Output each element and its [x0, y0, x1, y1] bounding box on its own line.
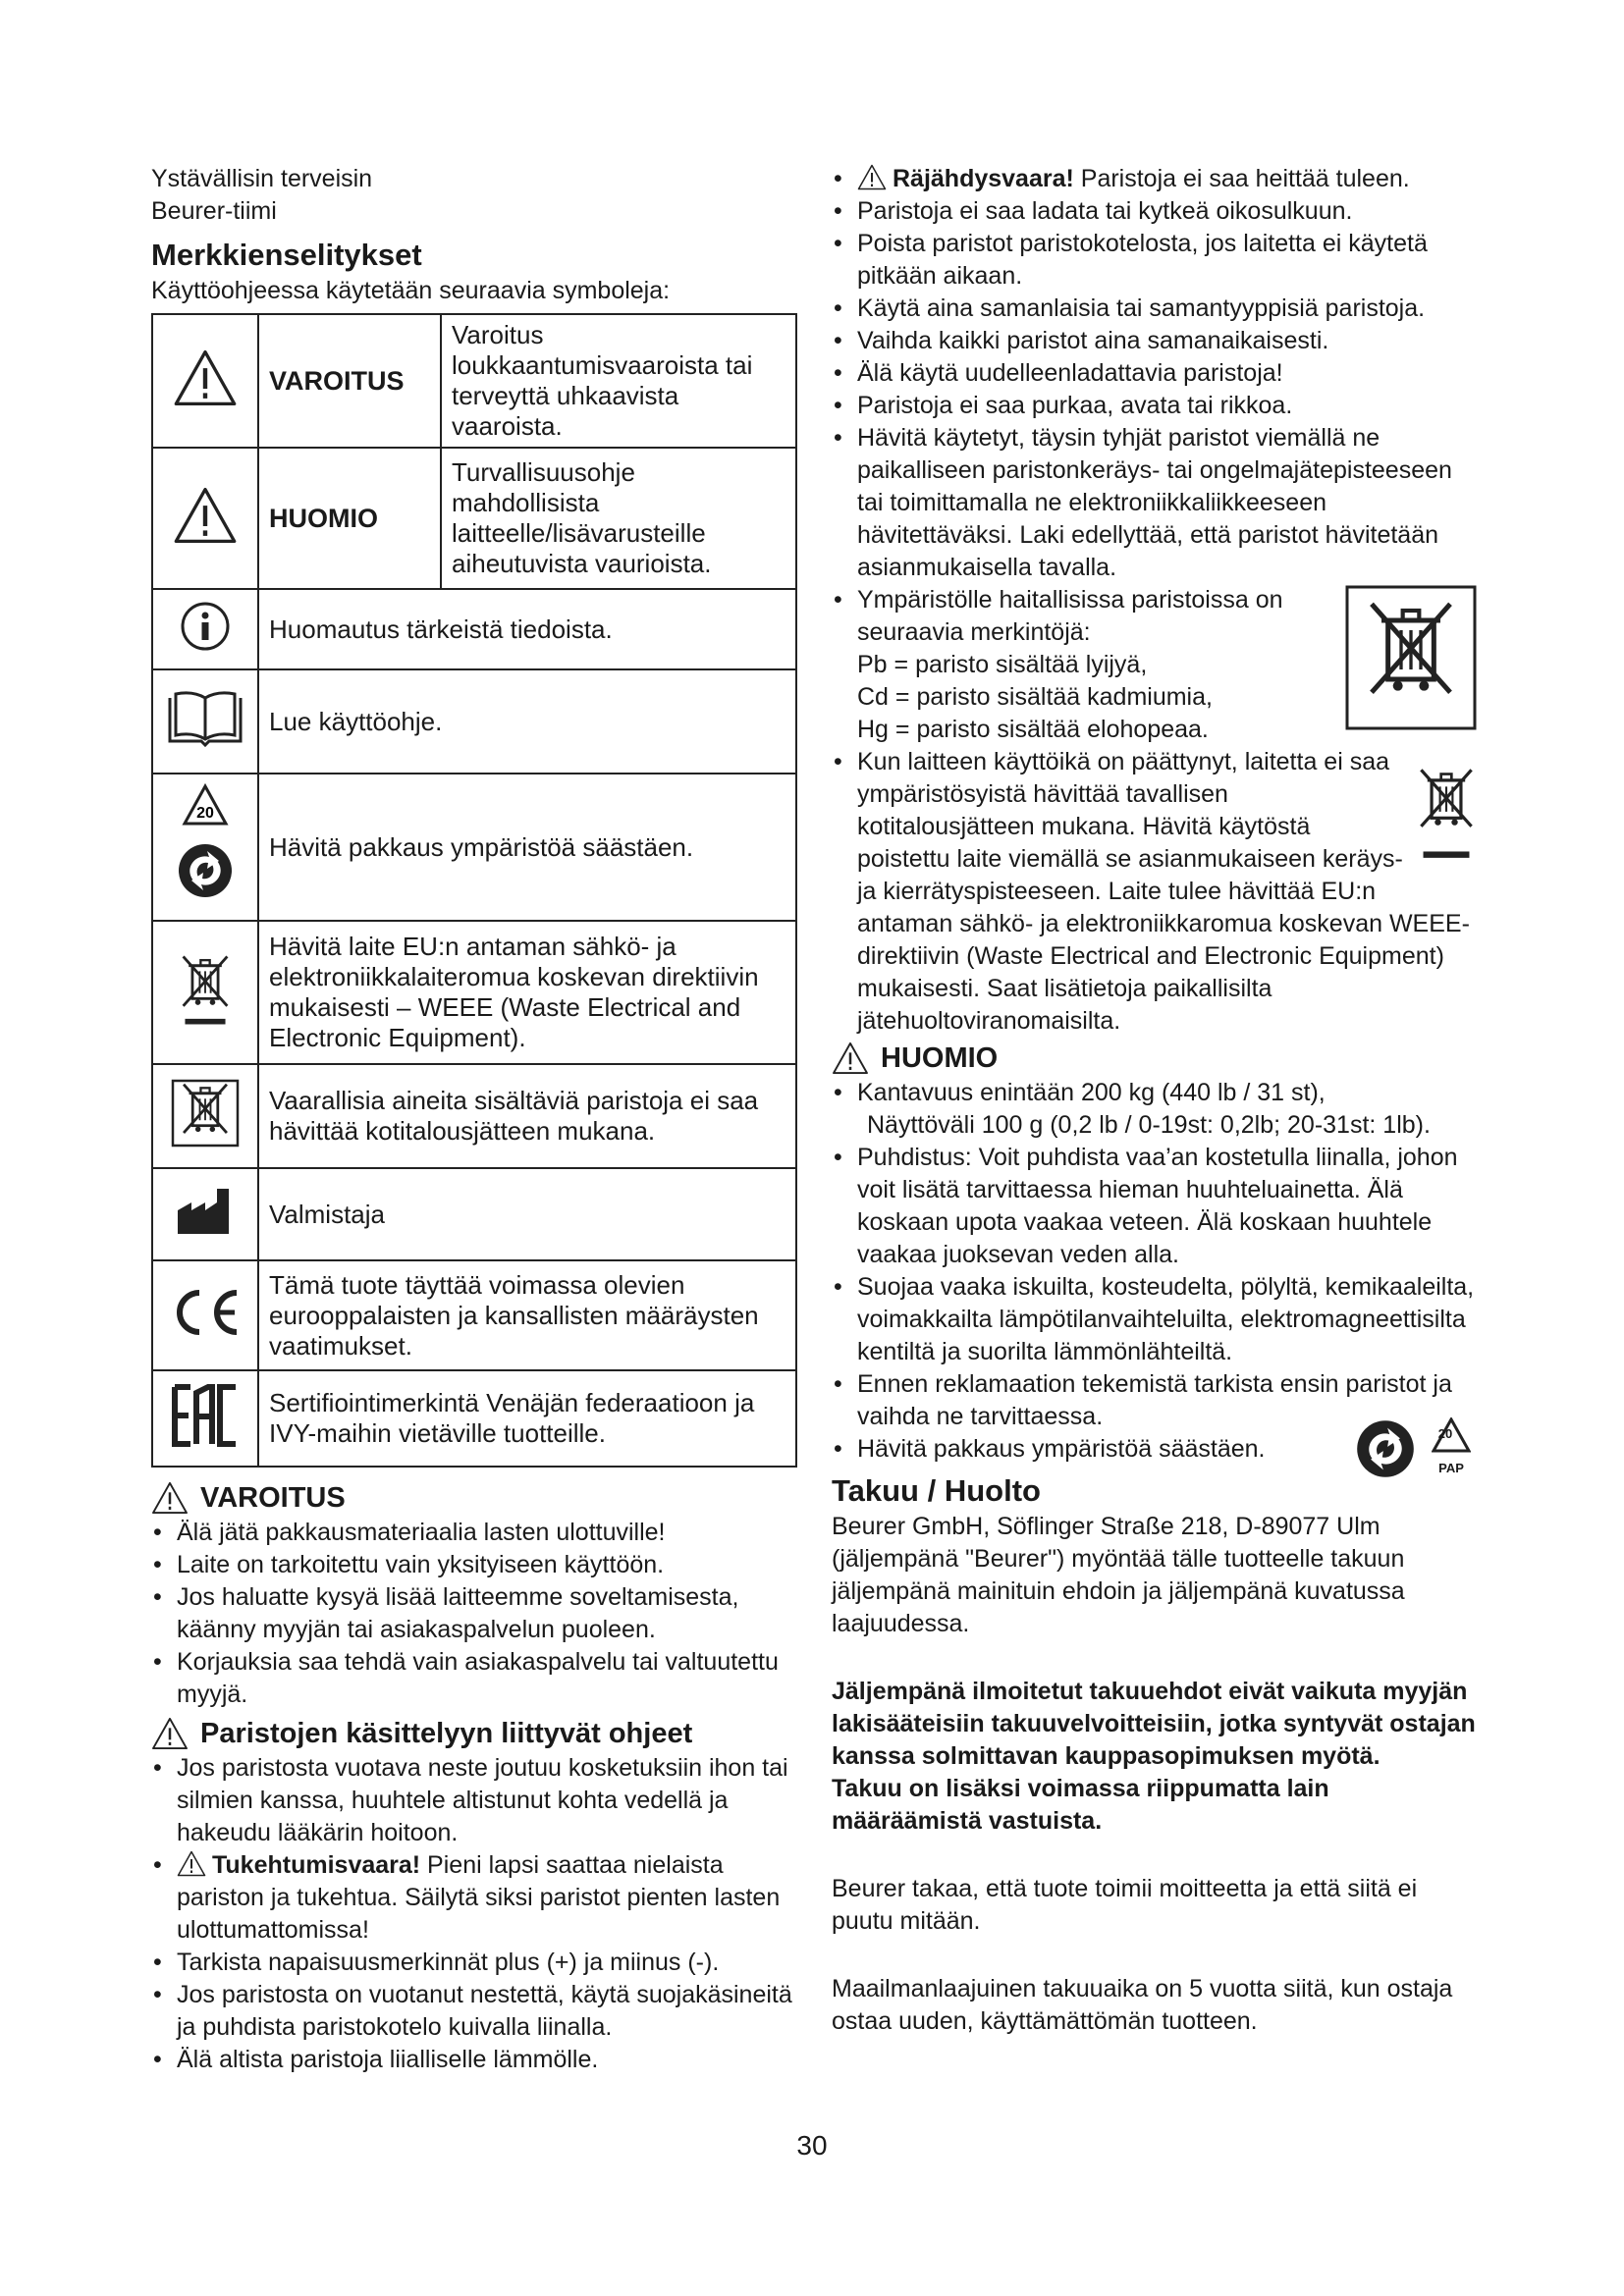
notice-list — [832, 1077, 1478, 1475]
symbol-row — [152, 669, 796, 774]
book-icon — [152, 669, 258, 774]
list-item: • Paristoja ei saa purkaa, avata tai rikkoa. — [832, 390, 1478, 422]
battery-mark-hg: Hg = paristo sisältää elohopeaa. — [857, 716, 1209, 743]
symbol-row — [152, 1168, 796, 1260]
warning-list — [151, 1517, 797, 1711]
list-item: • Käytä aina samanlaisia tai samantyyppisiä paristoja. — [832, 293, 1478, 325]
list-item: • Puhdistus: Voit puhdista vaa’an kostetulla liinalla, johon voit lisätä tarvittaessa hieman huuhteluainetta. Älä koskaan upota vaakaa veteen. Älä koskaan huuhtele vaakaa juoksevan veden alla. — [832, 1142, 1478, 1271]
battery-mark-cd: Cd = paristo sisältää kadmiumia, — [857, 683, 1213, 711]
disposal-text: Kun laitteen käyttöikä on päättynyt, laitetta ei saa ympäristösyistä hävittää tavallisen kotitalousjätteen mukana. Hävitä käytöstä poistettu laite viemällä se asianmukaiseen keräys- ja kierrätyspisteeseen. Laite tulee hävittää EU:n antaman sähkö- ja elektroniikkaromua koskevan WEEE-direktiivin (Waste Electrical and Electronic Equipment) mukaisesti. Saat lisätietoja paikallisilta jätehuoltoviranomaisilta. — [857, 748, 1470, 1035]
list-item — [832, 163, 1478, 195]
capacity-text: • Kantavuus enintään 200 kg (440 lb / 31 st), — [857, 1079, 1326, 1106]
symbol-description: Valmistaja — [258, 1168, 796, 1260]
symbol-description: Lue käyttöohje. — [258, 669, 796, 774]
battery-bin-icon — [1344, 584, 1478, 731]
warning-heading — [151, 1479, 797, 1517]
packaging-text: Hävitä pakkaus ympäristöä säästäen. — [857, 1435, 1266, 1463]
pap-label: PAP — [1438, 1461, 1464, 1475]
weee-bin-icon — [1415, 764, 1478, 862]
list-item — [832, 746, 1478, 1038]
batteries-heading-text: Paristojen käsittelyyn liittyvät ohjeet — [200, 1718, 693, 1749]
choking-hazard-text: Pieni lapsi saattaa nielaista pariston ja tukehtua. Säilytä siksi paristot pienten lasten ulottumattomissa! — [177, 1851, 781, 1944]
info-icon — [152, 589, 258, 669]
batteries-list — [151, 1752, 797, 2076]
list-item: • Jos paristosta on vuotanut nestettä, käytä suojakäsineitä ja puhdista paristokotelo kuivalla liinalla. — [151, 1979, 797, 2044]
warning-triangle-icon — [857, 164, 887, 190]
symbol-description: Varoitus loukkaantumisvaaroista tai terveyttä uhkaavista vaaroista. — [441, 314, 796, 448]
list-item: • Jos paristosta vuotava neste joutuu kosketuksiin ihon tai silmien kanssa, huuhtele altistunut kohta vedellä ja hakeudu lääkärin hoitoon. — [151, 1752, 797, 1849]
eac-mark-icon — [152, 1370, 258, 1467]
manufacturer-icon — [152, 1168, 258, 1260]
list-item: • Jos haluatte kysyä lisää laitteemme soveltamisesta, käänny myyjän tai asiakaspalvelun puoleen. — [151, 1581, 797, 1646]
warning-triangle-icon — [152, 448, 258, 589]
list-item: • Ennen reklamaation tekemistä tarkista ensin paristot ja vaihda ne tarvittaessa. — [832, 1368, 1478, 1433]
greeting-line-2: Beurer-tiimi — [151, 197, 277, 225]
warranty-heading: Takuu / Huolto — [832, 1473, 1041, 1508]
symbol-description: Hävitä laite EU:n antaman sähkö- ja elektroniikkalaiteromua koskevan direktiivin mukaisesti – WEEE (Waste Electrical and Electronic Equipment). — [258, 921, 796, 1064]
warning-triangle-icon — [151, 1481, 189, 1515]
battery-mark-pb: Pb = paristo sisältää lyijyä, — [857, 651, 1148, 678]
warranty-paragraph: Beurer takaa, että tuote toimii moitteetta ja että siitä ei puutu mitään. — [832, 1875, 1418, 1935]
page-number: 30 — [796, 2130, 828, 2161]
warning-triangle-icon — [177, 1850, 206, 1877]
pap-number: 20 — [1437, 1426, 1453, 1441]
list-item: • Hävitä käytetyt, täysin tyhjät paristot viemällä ne paikalliseen paristonkeräys- tai ongelmajätepisteeseen tai toimittamalla ne elektroniikkaliikkeeseen hävitettäväksi. Laki edellyttää, että paristot hävitetään asianmukaisella tavalla. — [832, 422, 1478, 584]
battery-marks-intro: • Ympäristölle haitallisissa paristoissa on seuraavia merkintöjä: — [857, 586, 1283, 646]
symbol-description: Tämä tuote täyttää voimassa olevien eurooppalaisten ja kansallisten määräysten vaatimukset. — [258, 1260, 796, 1370]
warning-triangle-icon — [152, 314, 258, 448]
symbol-label: HUOMIO — [258, 448, 441, 589]
notice-heading-text: HUOMIO — [881, 1042, 999, 1074]
symbol-description: Turvallisuusohje mahdollisista laitteelle/lisävarusteille aiheutuvista vaurioista. — [441, 448, 796, 589]
symbol-row — [152, 1370, 796, 1467]
symbol-row — [152, 921, 796, 1064]
list-item: • Paristoja ei saa ladata tai kytkeä oikosulkuun. — [832, 195, 1478, 228]
list-item: • Tarkista napaisuusmerkinnät plus (+) ja miinus (-). — [151, 1947, 797, 1979]
list-item: • Korjauksia saa tehdä vain asiakaspalvelu tai valtuutettu myyjä. — [151, 1646, 797, 1711]
symbol-row — [152, 448, 796, 589]
list-item — [151, 1849, 797, 1947]
list-item: • Älä altista paristoja liialliselle lämmölle. — [151, 2044, 797, 2076]
symbol-row — [152, 1260, 796, 1370]
list-item: • Poista paristot paristokotelosta, jos laitetta ei käytetä pitkään aikaan. — [832, 228, 1478, 293]
right-column — [832, 163, 1478, 2038]
warranty-bold-paragraph: Takuu on lisäksi voimassa riippumatta lain määräämistä vastuista. — [832, 1775, 1329, 1835]
recycle-icon — [1354, 1417, 1417, 1480]
symbol-description: Hävitä pakkaus ympäristöä säästäen. — [258, 774, 796, 921]
battery-safety-list — [832, 163, 1478, 1038]
explosion-hazard-label: Räjähdysvaara! — [893, 165, 1074, 192]
symbol-description: Vaarallisia aineita sisältäviä paristoja ei saa hävittää kotitalousjätteen mukana. — [258, 1064, 796, 1168]
symbol-description: Huomautus tärkeistä tiedoista. — [258, 589, 796, 669]
list-item: • Älä käytä uudelleenladattavia paristoja! — [832, 357, 1478, 390]
choking-hazard-label: Tukehtumisvaara! — [212, 1851, 421, 1879]
warning-triangle-icon — [832, 1041, 869, 1075]
recycle-icon — [152, 774, 258, 921]
left-column — [151, 163, 797, 2076]
symbol-description: Sertifiointimerkintä Venäjän federaatioon ja IVY-maihin vietäville tuotteille. — [258, 1370, 796, 1467]
notice-heading — [832, 1040, 1478, 1077]
list-item — [832, 584, 1478, 746]
graduation-text: Näyttöväli 100 g (0,2 lb / 0-19st: 0,2lb; 20-31st: 1lb). — [867, 1111, 1431, 1139]
warranty-paragraph: Maailmanlaajuinen takuuaika on 5 vuotta siitä, kun ostaja ostaa uuden, käyttämättömän tuotteen. — [832, 1975, 1453, 2035]
list-item: • Vaihda kaikki paristot aina samanaikaisesti. — [832, 325, 1478, 357]
svg-text:20: 20 — [196, 804, 214, 822]
symbols-table — [151, 313, 797, 1468]
battery-bin-icon — [152, 1064, 258, 1168]
list-item: • Laite on tarkoitettu vain yksityiseen käyttöön. — [151, 1549, 797, 1581]
symbol-label: VAROITUS — [258, 314, 441, 448]
warranty-bold-paragraph: Jäljempänä ilmoitetut takuuehdot eivät vaikuta myyjän lakisääteisiin takuuvelvoitteisiin, jotka syntyvät ostajan kanssa solmittavan kauppasopimuksen myötä. — [832, 1678, 1476, 1770]
list-item: • Älä jätä pakkausmateriaalia lasten ulottuville! — [151, 1517, 797, 1549]
symbols-heading: Merkkienselitykset — [151, 238, 422, 272]
explosion-hazard-text: Paristoja ei saa heittää tuleen. — [1073, 165, 1410, 192]
weee-bin-icon — [152, 921, 258, 1064]
list-item — [832, 1426, 1478, 1475]
packaging-icons — [1354, 1417, 1478, 1480]
symbol-row — [152, 774, 796, 921]
symbols-intro: Käyttöohjeessa käytetään seuraavia symboleja: — [151, 277, 671, 304]
list-item: • Suojaa vaaka iskuilta, kosteudelta, pölyltä, kemikaaleilta, voimakkailta lämpötilanvaihteluilta, elektromagneettisilta kentiltä ja suorilta lämmönlähteiltä. — [832, 1271, 1478, 1368]
warning-heading-text: VAROITUS — [200, 1482, 346, 1514]
batteries-heading — [151, 1715, 797, 1752]
symbol-row — [152, 589, 796, 669]
list-item — [832, 1077, 1478, 1142]
symbol-row — [152, 1064, 796, 1168]
warranty-paragraph: Beurer GmbH, Söflinger Straße 218, D-89077 Ulm (jäljempänä "Beurer") myöntää tälle tuotteelle takuun jäljempänä mainituin ehdoin ja jäljempänä kuvatussa laajuudessa. — [832, 1513, 1405, 1637]
symbol-row — [152, 314, 796, 448]
ce-mark-icon — [152, 1260, 258, 1370]
greeting-line-1: Ystävällisin terveisin — [151, 165, 373, 192]
warning-triangle-icon — [151, 1717, 189, 1750]
